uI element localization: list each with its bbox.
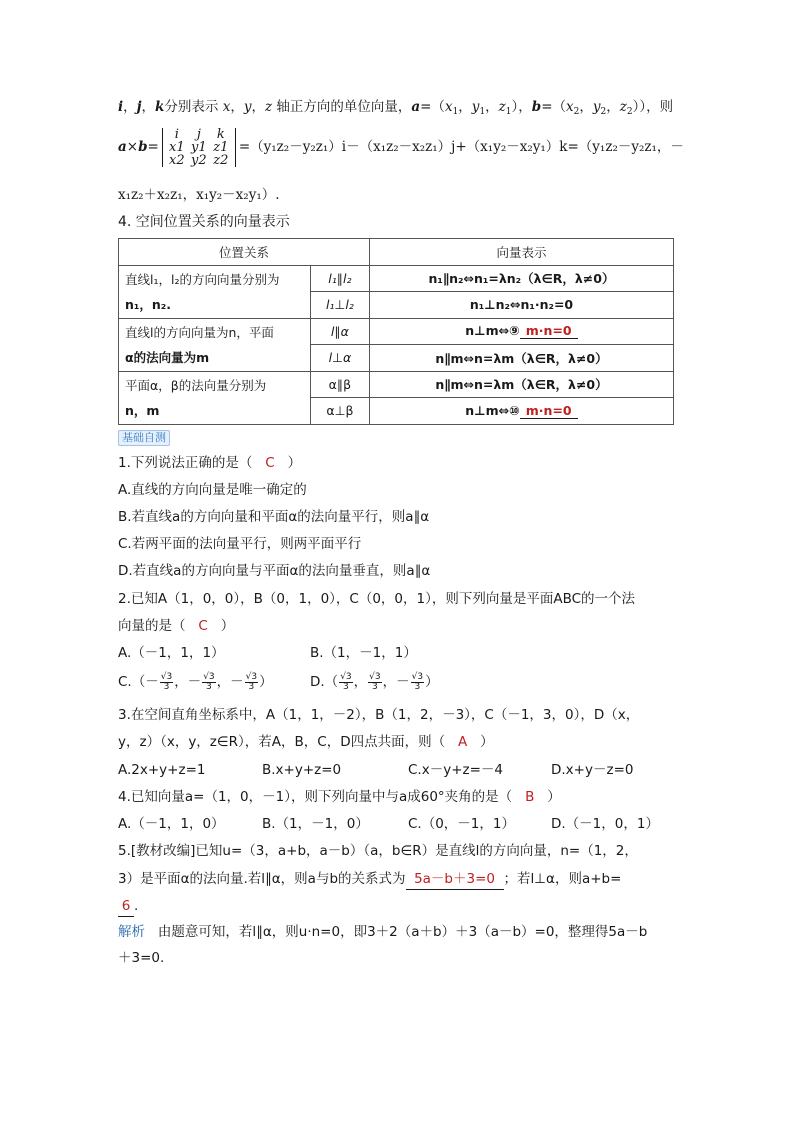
q4-option-d: D.（－1，0，1） — [551, 816, 659, 832]
group-desc: 直线l₁，l₂的方向向量分别为 n₁，n₂. — [119, 265, 311, 318]
header-vector: 向量表示 — [369, 239, 673, 266]
q2-option-a: A.（－1，1，1） — [118, 645, 225, 661]
q5-stem-2: 3）是平面α的法向量.若l∥α，则a与b的关系式为 5a－b＋3=0 ；若l⊥α，则a+b= — [118, 869, 621, 890]
self-test-tag: 基础自测 — [118, 430, 170, 446]
header-position: 位置关系 — [119, 239, 370, 266]
q2-option-c: C.（－ $\frac{√3}{3}$ ，－ $\frac{√3}{3}$ ，－ $\frac{√3}{3}$ ） — [118, 671, 273, 692]
q2-option-b: B.（1，－1，1） — [310, 645, 417, 661]
q4-option-c: C.（0，－1，1） — [408, 816, 515, 832]
q4-option-a: A.（－1，1，0） — [118, 816, 225, 832]
intro-line-3: x₁z₂＋x₂z₁，x₁y₂－x₂y₁）. — [118, 187, 280, 203]
cross-product-expr: =（y₁z₂－y₂z₁）i－（x₁z₂－x₂z₁）j+（x₁y₂－x₂y₁）k=（y₁z₂－y₂z₁，－ — [238, 139, 684, 155]
vector-cell: n∥m⇔n=λm（λ∈R，λ≠0） — [369, 371, 673, 398]
q1-option-c: C.若两平面的法向量平行，则两平面平行 — [118, 536, 362, 552]
vector-cell: n∥m⇔n=λm（λ∈R，λ≠0） — [369, 345, 673, 372]
relation-cell: l∥α — [310, 318, 369, 345]
q1-stem: 1.下列说法正确的是（ C ） — [118, 455, 302, 471]
q4-stem: 4.已知向量a=（1，0，－1），则下列向量中与a成60°夹角的是（ B ） — [118, 789, 561, 805]
determinant-matrix: i j k x1 y1 z1 x2 y2 z2 — [162, 128, 236, 167]
q2-answer: C — [198, 618, 208, 634]
fill-blank-10: m·n=0 — [520, 403, 578, 419]
solution-line-1: 解析 由题意可知，若l∥α，则u·n=0，即3＋2（a＋b）＋3（a－b）=0，整理得5a－b — [118, 924, 648, 940]
q2-stem-2: 向量的是（ C ） — [118, 618, 235, 634]
vector-cell: n₁∥n₂⇔n₁=λn₂（λ∈R，λ≠0） — [369, 265, 673, 292]
relation-cell: α⊥β — [310, 398, 369, 425]
q5-stem-3: 6 . — [118, 896, 138, 917]
q3-stem-1: 3.在空间直角坐标系中，A（1，1，－2），B（1，2，－3），C（－1，3，0），D（x， — [118, 707, 640, 723]
q4-answer: B — [525, 789, 535, 805]
table-row — [119, 265, 674, 292]
section-4-title: 4. 空间位置关系的向量表示 — [118, 214, 290, 230]
fill-blank-9: m·n=0 — [520, 323, 578, 339]
q3-option-a: A.2x+y+z=1 — [118, 762, 206, 778]
q5-blank-1: 5a－b＋3=0 — [406, 869, 504, 890]
relation-cell: α∥β — [310, 371, 369, 398]
intro-text-b: 轴正方向的单位向量， — [276, 99, 412, 115]
q4-option-b: B.（1，－1，0） — [262, 816, 369, 832]
solution-label: 解析 — [118, 924, 145, 940]
q5-blank-2: 6 — [118, 896, 134, 917]
q1-answer: C — [265, 455, 275, 471]
solution-line-2: ＋3=0. — [118, 950, 165, 966]
table-header-row — [119, 239, 674, 266]
q3-option-c: C.x－y+z=－4 — [408, 762, 503, 778]
q3-option-d: D.x+y－z=0 — [551, 762, 634, 778]
table-row — [119, 318, 674, 345]
intro-text-a: 分别表示 — [164, 99, 219, 115]
relation-cell: l₁∥l₂ — [310, 265, 369, 292]
q3-stem-2: y，z）（x，y，z∈R），若A，B，C，D四点共面，则（ A ） — [118, 734, 494, 750]
q2-option-d: D.（ $\frac{√3}{3}$ ， $\frac{√3}{3}$ ，－ $\frac{√3}{3}$ ） — [310, 671, 439, 692]
cross-product-line: a×b= i j k x1 y1 z1 x2 y2 z2 =（y₁z₂－y₂z₁）i－（x₁z₂－x₂z₁）j+（x₁y₂－x₂y₁）k=（y₁z₂－y₂z₁，－ — [118, 127, 684, 168]
table-row — [119, 371, 674, 398]
group-desc: 直线l的方向向量为n，平面 α的法向量为m — [119, 318, 311, 371]
vector-cell: n⊥m⇔⑩ m·n=0 — [369, 398, 673, 425]
vector-cell: n⊥m⇔⑨ m·n=0 — [369, 318, 673, 345]
q2-stem-1: 2.已知A（1，0，0），B（0，1，0），C（0，0，1），则下列向量是平面ABC的一个法 — [118, 591, 636, 607]
q3-option-b: B.x+y+z=0 — [262, 762, 342, 778]
q1-option-d: D.若直线a的方向向量与平面α的法向量垂直，则a∥α — [118, 563, 431, 579]
q5-stem-1: 5.[教材改编]已知u=（3，a+b，a－b）（a，b∈R）是直线l的方向向量，n=（1，2， — [118, 843, 638, 859]
intro-line-1: i，j，k分别表示 x，y，z 轴正方向的单位向量，$a=(x_1$，$y_1$，$z_1$），$b=(x_2$，$y_2$，$z_2$）），则 — [118, 99, 674, 117]
relation-cell: l₁⊥l₂ — [310, 292, 369, 319]
q1-option-a: A.直线的方向向量是唯一确定的 — [118, 482, 307, 498]
relation-cell: l⊥α — [310, 345, 369, 372]
position-vector-table — [118, 238, 674, 425]
intro-text-end: ），则 — [639, 99, 674, 115]
vector-cell: n₁⊥n₂⇔n₁·n₂=0 — [369, 292, 673, 319]
q1-option-b: B.若直线a的方向向量和平面α的法向量平行，则a∥α — [118, 509, 430, 525]
group-desc: 平面α，β的法向量分别为 n，m — [119, 371, 311, 424]
q3-answer: A — [457, 734, 468, 750]
